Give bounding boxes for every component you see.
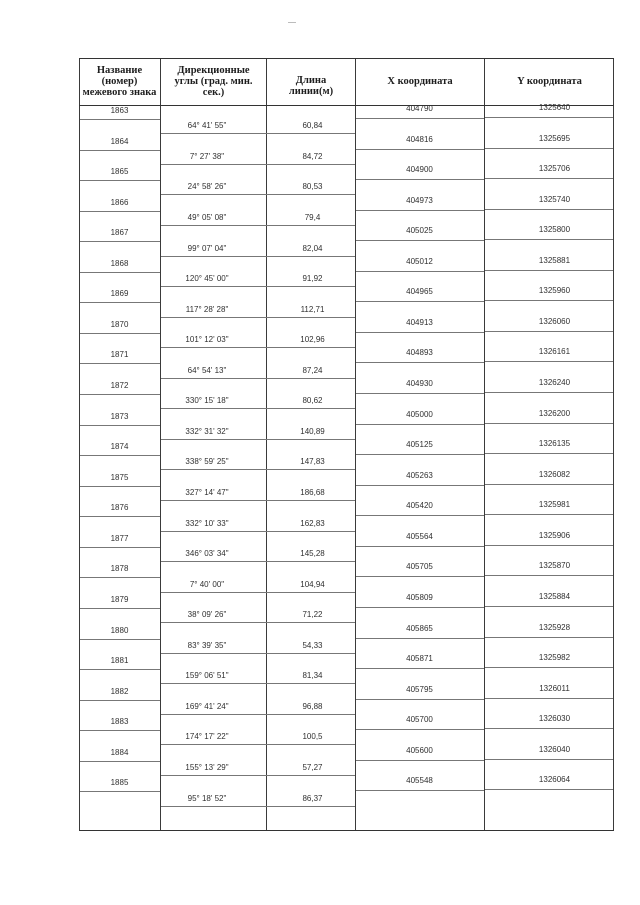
x-coordinate-cell: 404816	[406, 135, 433, 144]
line-length-cell: 91,92	[302, 274, 323, 283]
table-row-border	[161, 378, 355, 379]
point-name-cell: 1881	[110, 656, 129, 665]
table-row-border	[356, 760, 484, 761]
table-row-border	[80, 608, 160, 609]
table-row-border	[485, 209, 613, 210]
direction-angle-cell: 155° 13' 29"	[185, 763, 229, 772]
table-row-border	[161, 683, 355, 684]
x-coordinate-cell: 404965	[406, 287, 433, 296]
line-length-cell: 57,27	[302, 763, 323, 772]
table-row-border	[80, 272, 160, 273]
boundary-coordinates-table	[79, 58, 614, 830]
table-row-border	[485, 484, 613, 485]
table-row-border	[80, 516, 160, 517]
point-name-cell: 1868	[110, 259, 129, 268]
y-coordinate-cell: 1325928	[538, 623, 571, 632]
point-name-cell: 1878	[110, 564, 129, 573]
direction-angle-cell: 83° 39' 35"	[187, 641, 227, 650]
line-length-cell: 102,96	[300, 335, 325, 344]
table-row-border	[80, 486, 160, 487]
direction-angle-cell: 64° 54' 13"	[187, 366, 227, 375]
table-row-border	[356, 393, 484, 394]
table-row-border	[356, 485, 484, 486]
y-coordinate-cell: 1326060	[538, 317, 571, 326]
x-coordinate-cell: 405025	[406, 226, 433, 235]
table-row-border	[161, 744, 355, 745]
direction-angle-cell: 38° 09' 26"	[187, 610, 227, 619]
table-row-border	[356, 515, 484, 516]
point-name-cell: 1867	[110, 228, 129, 237]
line-length-cell: 104,94	[300, 580, 325, 589]
point-name-cell: 1873	[110, 412, 129, 421]
point-name-cell: 1880	[110, 626, 129, 635]
x-coordinate-cell: 405012	[406, 257, 433, 266]
table-row-border	[161, 225, 355, 226]
table-row-border	[356, 362, 484, 363]
line-length-cell: 79,4	[304, 213, 321, 222]
y-coordinate-cell: 1325740	[538, 195, 571, 204]
table-row-border	[161, 347, 355, 348]
line-length-cell: 162,83	[300, 519, 325, 528]
header-y-coordinate: Y координата	[517, 76, 582, 87]
table-row-border	[356, 301, 484, 302]
table-row-border	[161, 469, 355, 470]
table-row-border	[161, 806, 355, 807]
y-coordinate-cell: 1325981	[538, 500, 571, 509]
y-coordinate-cell: 1326161	[538, 347, 571, 356]
table-row-border	[161, 531, 355, 532]
table-row-border	[80, 700, 160, 701]
x-coordinate-cell: 405564	[406, 532, 433, 541]
direction-angle-cell: 7° 40' 00"	[189, 580, 225, 589]
line-length-cell: 112,71	[300, 305, 325, 314]
line-length-cell: 81,34	[302, 671, 323, 680]
direction-angle-cell: 64° 41' 55"	[187, 121, 227, 130]
table-row-border	[161, 500, 355, 501]
point-name-cell: 1871	[110, 350, 129, 359]
y-coordinate-cell: 1326030	[538, 714, 571, 723]
point-name-cell: 1866	[110, 198, 129, 207]
table-row-border	[356, 210, 484, 211]
table-row-border	[485, 392, 613, 393]
header-x-coordinate: X координата	[387, 76, 453, 87]
x-coordinate-cell: 405809	[406, 593, 433, 602]
direction-angle-cell: 120° 45' 00"	[185, 274, 229, 283]
table-row-border	[161, 775, 355, 776]
x-coordinate-cell: 405125	[406, 440, 433, 449]
table-row-border	[161, 164, 355, 165]
direction-angle-cell: 332° 31' 32"	[185, 427, 229, 436]
table-row-border	[80, 394, 160, 395]
point-name-cell: 1876	[110, 503, 129, 512]
table-row-border	[80, 180, 160, 181]
header-point-name: Название (номер) межевого знака	[82, 65, 157, 98]
table-row-border	[356, 699, 484, 700]
y-coordinate-cell: 1326200	[538, 409, 571, 418]
x-coordinate-cell: 405420	[406, 501, 433, 510]
table-row-border	[161, 592, 355, 593]
table-row-border	[80, 333, 160, 334]
header-direction-angle: Дирекционные углы (град. мин. сек.)	[174, 65, 253, 98]
y-coordinate-cell: 1325881	[538, 256, 571, 265]
x-coordinate-cell: 405865	[406, 624, 433, 633]
line-length-cell: 87,24	[302, 366, 323, 375]
y-coordinate-cell: 1325640	[538, 103, 571, 112]
line-length-cell: 82,04	[302, 244, 323, 253]
table-row-border	[79, 58, 614, 59]
table-row-border	[485, 698, 613, 699]
direction-angle-cell: 338° 59' 25"	[185, 457, 229, 466]
x-coordinate-cell: 405548	[406, 776, 433, 785]
table-row-border	[356, 332, 484, 333]
direction-angle-cell: 99° 07' 04"	[187, 244, 227, 253]
line-length-cell: 96,88	[302, 702, 323, 711]
y-coordinate-cell: 1325884	[538, 592, 571, 601]
y-coordinate-cell: 1325906	[538, 531, 571, 540]
scan-mark	[288, 22, 296, 23]
table-row-border	[485, 637, 613, 638]
table-row-border	[485, 331, 613, 332]
line-length-cell: 140,89	[300, 427, 325, 436]
table-row-border	[161, 194, 355, 195]
y-coordinate-cell: 1326064	[538, 775, 571, 784]
table-column-border	[484, 58, 485, 830]
table-row-border	[356, 729, 484, 730]
x-coordinate-cell: 404900	[406, 165, 433, 174]
table-row-border	[80, 730, 160, 731]
table-row-border	[161, 408, 355, 409]
y-coordinate-cell: 1326011	[539, 684, 570, 693]
line-length-cell: 100,5	[302, 732, 323, 741]
table-row-border	[356, 576, 484, 577]
x-coordinate-cell: 404893	[406, 348, 433, 357]
x-coordinate-cell: 404930	[406, 379, 433, 388]
table-row-border	[485, 117, 613, 118]
y-coordinate-cell: 1325982	[538, 653, 571, 662]
table-row-border	[356, 668, 484, 669]
table-row-border	[161, 439, 355, 440]
point-name-cell: 1875	[110, 473, 129, 482]
table-row-border	[356, 546, 484, 547]
table-row-border	[485, 667, 613, 668]
table-row-border	[80, 791, 160, 792]
table-row-border	[485, 178, 613, 179]
table-row-border	[356, 179, 484, 180]
y-coordinate-cell: 1326082	[538, 470, 571, 479]
table-row-border	[485, 361, 613, 362]
direction-angle-cell: 101° 12' 03"	[185, 335, 229, 344]
direction-angle-cell: 332° 10' 33"	[185, 519, 229, 528]
point-name-cell: 1865	[110, 167, 129, 176]
point-name-cell: 1882	[110, 687, 129, 696]
point-name-cell: 1874	[110, 442, 129, 451]
y-coordinate-cell: 1326240	[538, 378, 571, 387]
table-row-border	[485, 453, 613, 454]
table-row-border	[356, 638, 484, 639]
table-row-border	[80, 119, 160, 120]
table-row-border	[80, 455, 160, 456]
x-coordinate-cell: 405705	[406, 562, 433, 571]
table-row-border	[80, 639, 160, 640]
table-row-border	[356, 607, 484, 608]
table-row-border	[80, 211, 160, 212]
table-row-border	[161, 714, 355, 715]
point-name-cell: 1870	[110, 320, 129, 329]
direction-angle-cell: 95° 18' 52"	[187, 794, 227, 803]
table-row-border	[485, 545, 613, 546]
x-coordinate-cell: 405700	[406, 715, 433, 724]
x-coordinate-cell: 404790	[406, 104, 433, 113]
table-row-border	[485, 514, 613, 515]
header-line-length: Длина линии(м)	[288, 74, 334, 97]
y-coordinate-cell: 1325870	[538, 561, 571, 570]
table-row-border	[485, 300, 613, 301]
point-name-cell: 1883	[110, 717, 129, 726]
x-coordinate-cell: 405871	[406, 654, 433, 663]
table-row-border	[485, 270, 613, 271]
x-coordinate-cell: 405600	[406, 746, 433, 755]
table-row-border	[80, 241, 160, 242]
line-length-cell: 186,68	[300, 488, 325, 497]
direction-angle-cell: 159° 06' 51"	[185, 671, 229, 680]
table-row-border	[356, 454, 484, 455]
table-row-border	[485, 789, 613, 790]
point-name-cell: 1885	[110, 778, 129, 787]
line-length-cell: 60,84	[302, 121, 323, 130]
table-row-border	[485, 239, 613, 240]
line-length-cell: 80,53	[302, 182, 323, 191]
table-row-border	[356, 149, 484, 150]
point-name-cell: 1872	[110, 381, 129, 390]
table-row-border	[485, 148, 613, 149]
table-row-border	[80, 547, 160, 548]
table-row-border	[80, 577, 160, 578]
table-row-border	[80, 425, 160, 426]
table-row-border	[161, 561, 355, 562]
line-length-cell: 71,22	[302, 610, 323, 619]
table-row-border	[356, 240, 484, 241]
point-name-cell: 1864	[110, 137, 129, 146]
direction-angle-cell: 24° 58' 26"	[187, 182, 227, 191]
x-coordinate-cell: 404913	[406, 318, 433, 327]
table-row-border	[161, 317, 355, 318]
point-name-cell: 1884	[110, 748, 129, 757]
point-name-cell: 1863	[110, 106, 129, 115]
direction-angle-cell: 117° 28' 28"	[185, 305, 229, 314]
table-row-border	[485, 575, 613, 576]
direction-angle-cell: 327° 14' 47"	[185, 488, 229, 497]
line-length-cell: 80,62	[302, 396, 323, 405]
table-row-border	[356, 271, 484, 272]
direction-angle-cell: 346° 03' 34"	[185, 549, 229, 558]
table-row-border	[79, 830, 614, 831]
table-row-border	[485, 606, 613, 607]
table-row-border	[485, 728, 613, 729]
point-name-cell: 1879	[110, 595, 129, 604]
table-row-border	[80, 761, 160, 762]
table-row-border	[80, 150, 160, 151]
direction-angle-cell: 330° 15' 18"	[185, 396, 229, 405]
direction-angle-cell: 174° 17' 22"	[185, 732, 229, 741]
table-row-border	[161, 653, 355, 654]
line-length-cell: 147,83	[300, 457, 325, 466]
x-coordinate-cell: 405000	[406, 410, 433, 419]
y-coordinate-cell: 1325695	[538, 134, 571, 143]
table-row-border	[161, 133, 355, 134]
x-coordinate-cell: 405795	[406, 685, 433, 694]
table-row-border	[356, 790, 484, 791]
table-row-border	[80, 302, 160, 303]
table-row-border	[356, 424, 484, 425]
direction-angle-cell: 169° 41' 24"	[185, 702, 229, 711]
line-length-cell: 86,37	[302, 794, 323, 803]
y-coordinate-cell: 1325800	[538, 225, 571, 234]
table-row-border	[485, 759, 613, 760]
table-row-border	[161, 256, 355, 257]
y-coordinate-cell: 1326135	[538, 439, 571, 448]
table-row-border	[356, 118, 484, 119]
y-coordinate-cell: 1325706	[538, 164, 571, 173]
table-row-border	[161, 622, 355, 623]
direction-angle-cell: 7° 27' 38"	[189, 152, 225, 161]
table-row-border	[80, 363, 160, 364]
direction-angle-cell: 49° 05' 08"	[187, 213, 227, 222]
point-name-cell: 1877	[110, 534, 129, 543]
table-row-border	[161, 286, 355, 287]
y-coordinate-cell: 1325960	[538, 286, 571, 295]
line-length-cell: 145,28	[300, 549, 325, 558]
point-name-cell: 1869	[110, 289, 129, 298]
x-coordinate-cell: 404973	[406, 196, 433, 205]
x-coordinate-cell: 405263	[406, 471, 433, 480]
table-row-border	[485, 423, 613, 424]
table-row-border	[80, 669, 160, 670]
y-coordinate-cell: 1326040	[538, 745, 571, 754]
line-length-cell: 54,33	[302, 641, 323, 650]
line-length-cell: 84,72	[302, 152, 323, 161]
